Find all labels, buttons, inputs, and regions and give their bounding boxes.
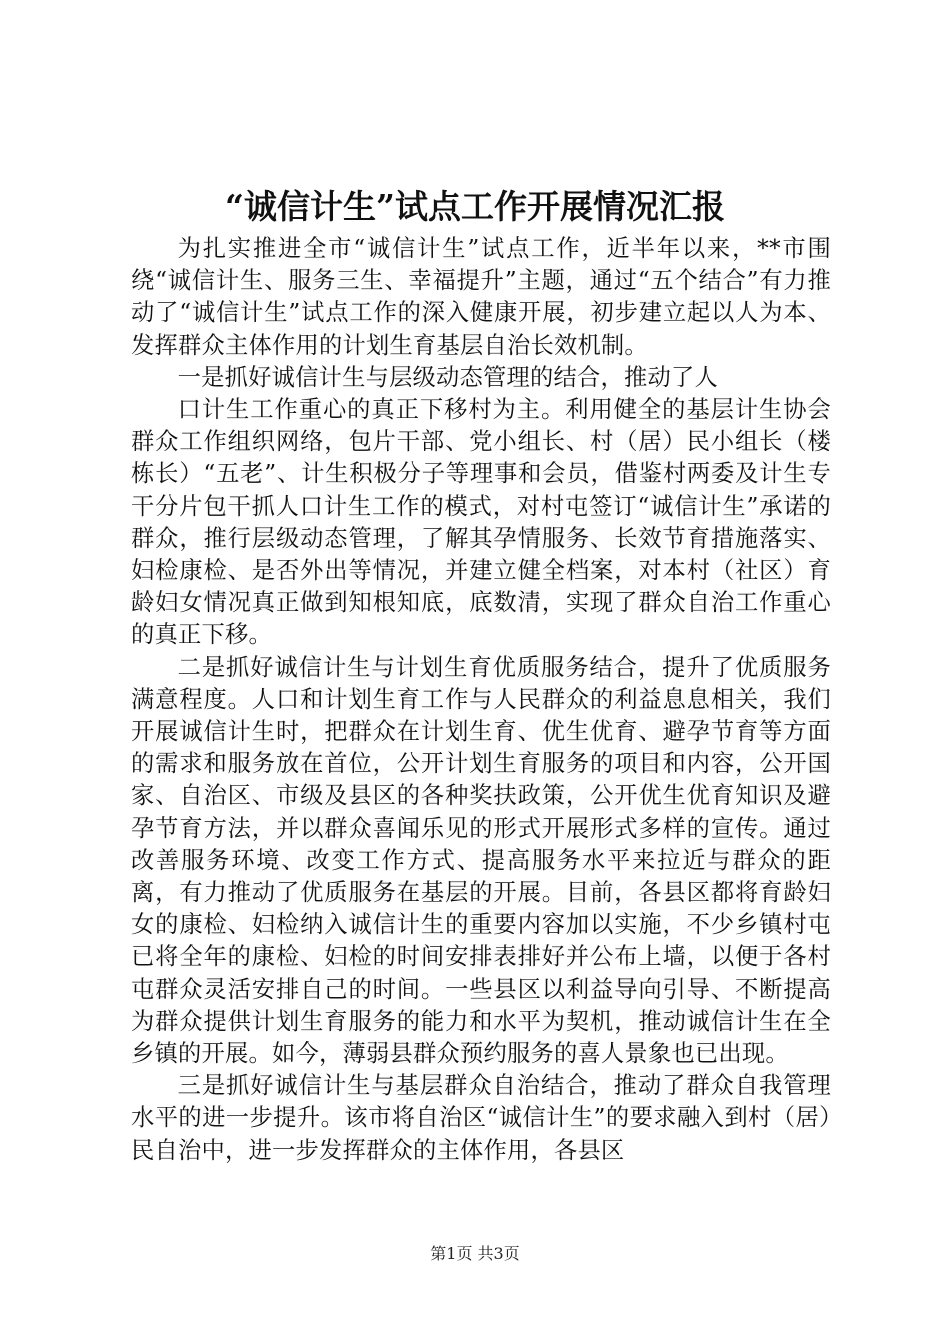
document-title: “诚信计生”试点工作开展情况汇报 xyxy=(225,187,725,226)
document-body xyxy=(131,233,831,1167)
paragraph-point-one-body: 口计生工作重心的真正下移村为主。利用健全的基层计生协会群众工作组织网络，包片干部、党小组长、村（居）民小组长（楼栋长）“五老”、计生积极分子等理事和会员，借鉴村两委及计生专干分片包干抓人口计生工作的模式，对村屯签订“诚信计生”承诺的群众，推行层级动态管理，了解其孕情服务、长效节育措施落实、妇检康检、是否外出等情况，并建立健全档案，对本村（社区）育龄妇女情况真正做到知根知底，底数清，实现了群众自治工作重心的真正下移。 xyxy=(131,396,831,649)
paragraph-intro: 为扎实推进全市“诚信计生”试点工作，近半年以来，**市围绕“诚信计生、服务三生、幸福提升”主题，通过“五个结合”有力推动了“诚信计生”试点工作的深入健康开展，初步建立起以人为本、发挥群众主体作用的计划生育基层自治长效机制。 xyxy=(131,235,831,359)
paragraph-point-two: 二是抓好诚信计生与计划生育优质服务结合，提升了优质服务满意程度。人口和计划生育工作与人民群众的利益息息相关，我们开展诚信计生时，把群众在计划生育、优生优育、避孕节育等方面的需求和服务放在首位，公开计划生育服务的项目和内容，公开国家、自治区、市级及县区的各种奖扶政策，公开优生优育知识及避孕节育方法，并以群众喜闻乐见的形式开展形式多样的宣传。通过改善服务环境、改变工作方式、提高服务水平来拉近与群众的距离，有力推动了优质服务在基层的开展。目前，各县区都将育龄妇女的康检、妇检纳入诚信计生的重要内容加以实施，不少乡镇村屯已将全年的康检、妇检的时间安排表排好并公布上墙，以便于各村屯群众灵活安排自己的时间。一些县区以利益导向引导、不断提高为群众提供计划生育服务的能力和水平为契机，推动诚信计生在全乡镇的开展。如今，薄弱县群众预约服务的喜人景象也已出现。 xyxy=(131,653,831,1068)
paragraph-point-three: 三是抓好诚信计生与基层群众自治结合，推动了群众自我管理水平的进一步提升。该市将自治区“诚信计生”的要求融入到村（居）民自治中，进一步发挥群众的主体作用，各县区 xyxy=(131,1072,831,1164)
paragraph-point-one-heading: 一是抓好诚信计生与层级动态管理的结合，推动了人 xyxy=(177,363,719,391)
page-footer: 第1页 共3页 xyxy=(430,1244,520,1263)
